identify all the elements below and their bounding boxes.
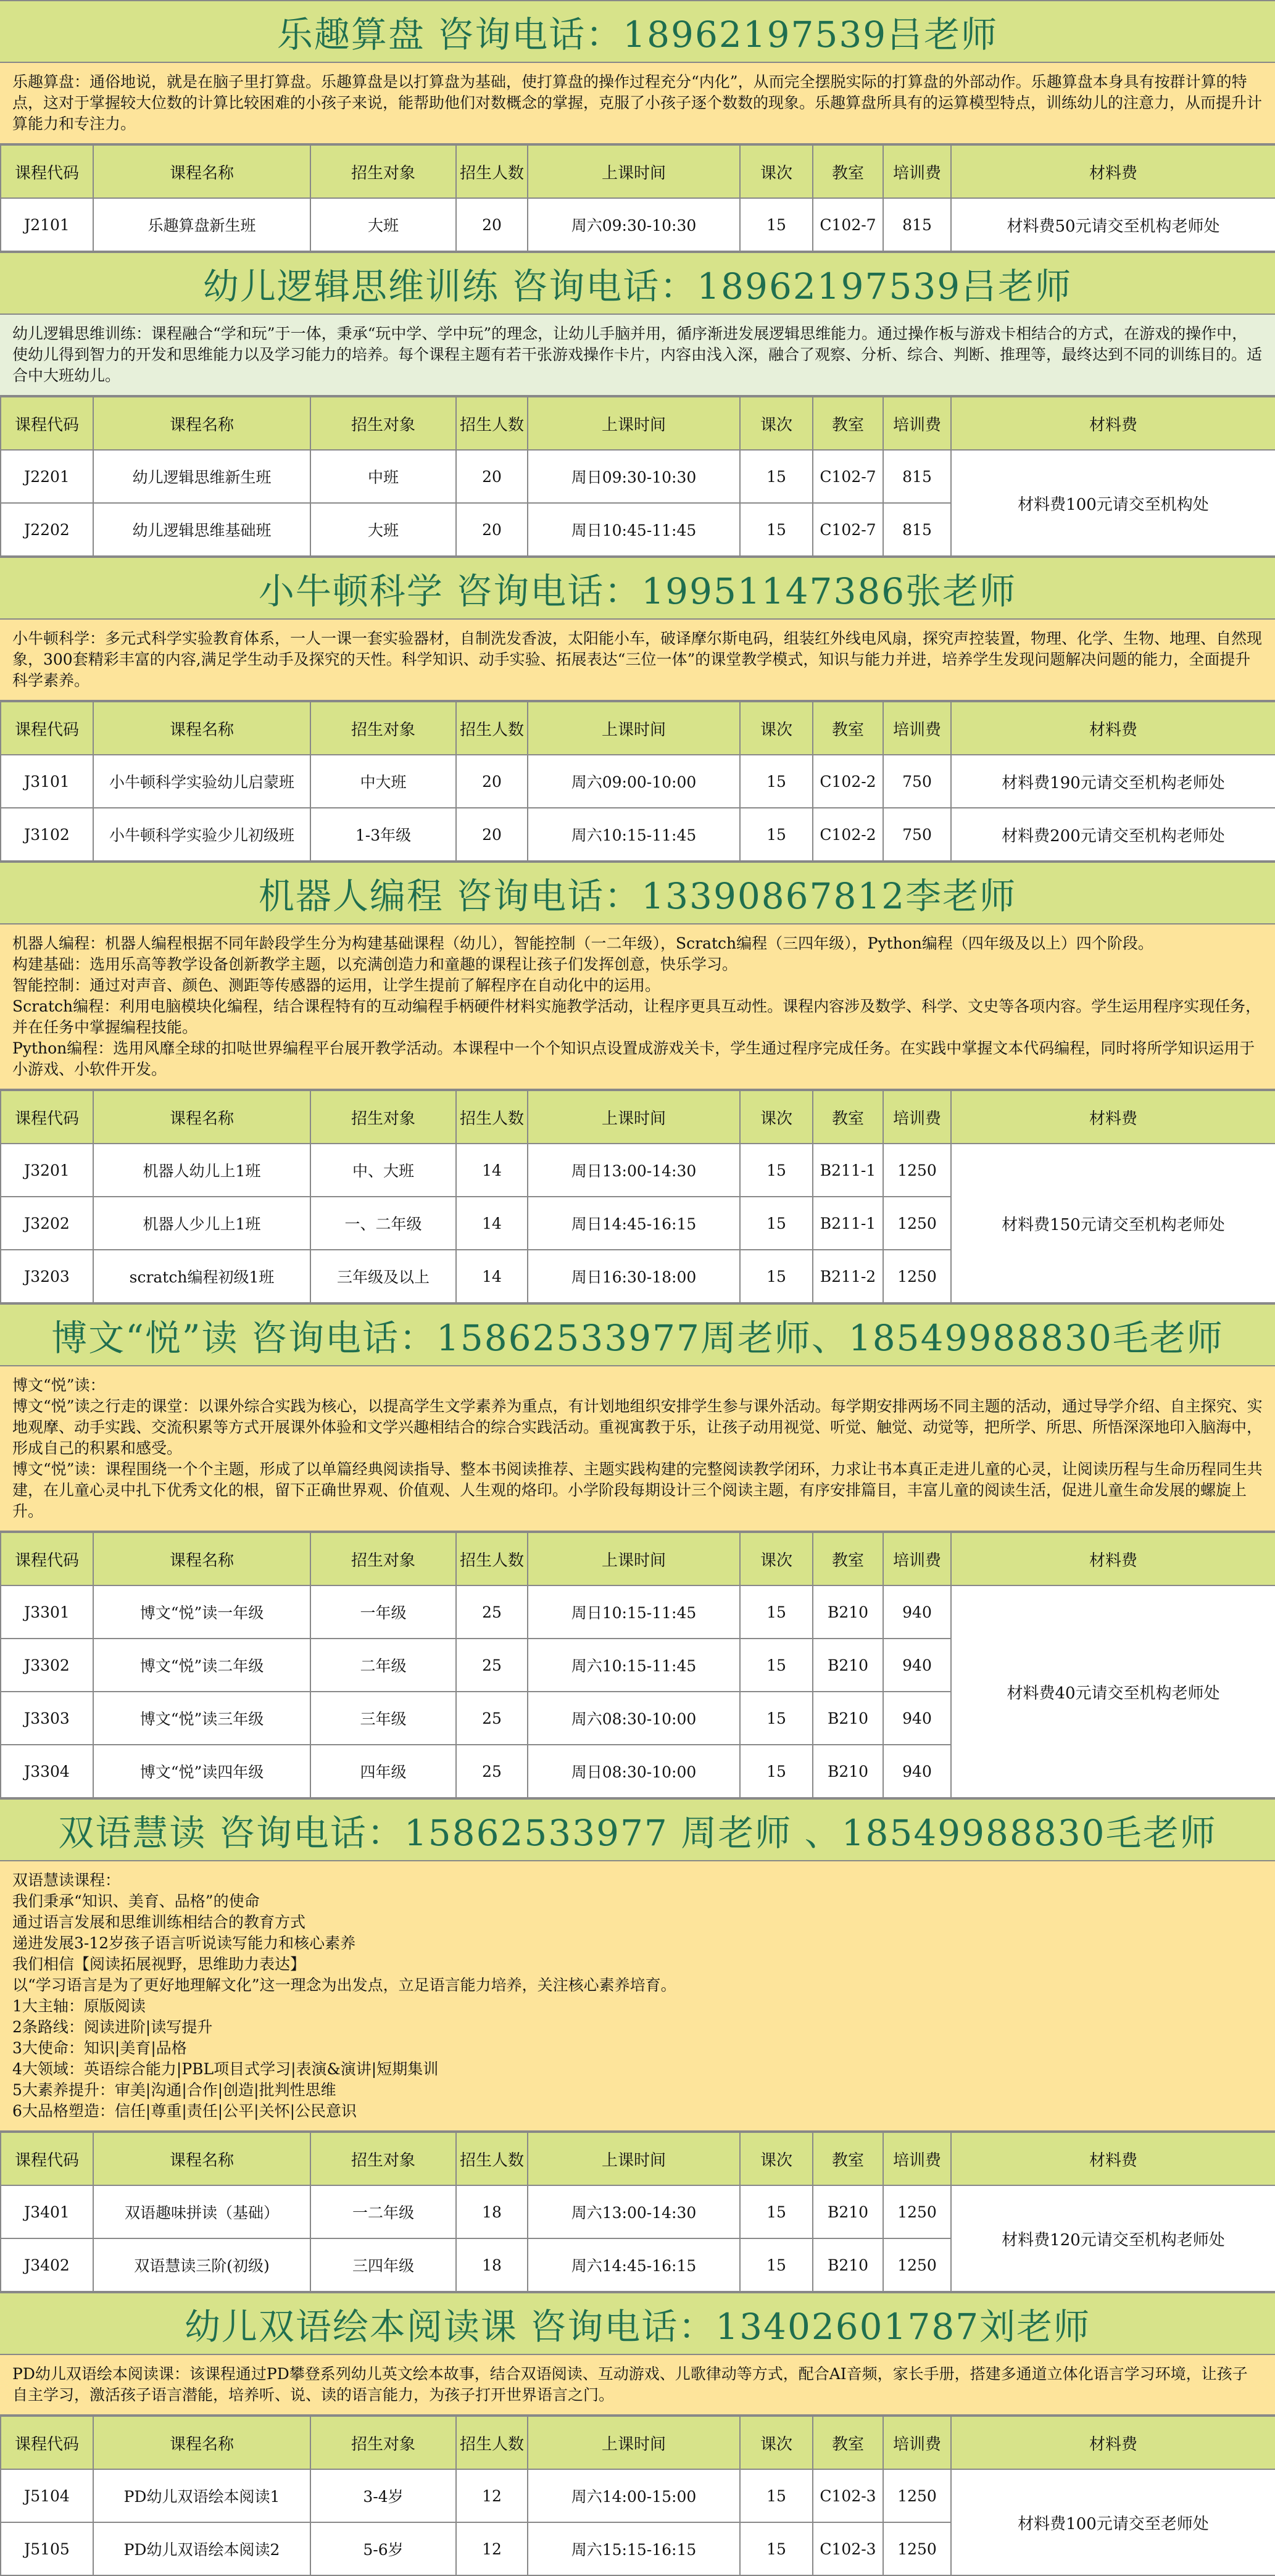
column-header: 课程名称 bbox=[93, 2132, 310, 2185]
section-description: 机器人编程：机器人编程根据不同年龄段学生分为构建基础课程（幼儿），智能控制（一二年级），Scratch编程（三四年级），Python编程（四年级及以上）四个阶段。 构建基础：选用乐高等教学设备创新教学主题，以充满创造力和童趣的课程让孩子们发挥创意，快乐学习。 智能控制：通过对声音、颜色、测距等传感器的运用，让学生提前了解程序在自动化中的运用。 Scratch编程：利用电脑模块化编程，结合课程特有的互动编程手柄硬件材料实施教学活动，让程序更具互动性。课程内容涉及数学、科学、文史等各项内容。学生运用程序实现任务，并在任务中掌握编程技能。 Python编程：选用风靡全球的扣哒世界编程平台展开教学活动。本课程中一个个知识点设置成游戏关卡，学生通过程序完成任务。在实践中掌握文本代码编程，同时将所学知识运用于小游戏、小软件开发。 bbox=[0, 924, 1275, 1090]
cell-name: 幼儿逻辑思维新生班 bbox=[93, 450, 310, 503]
column-header: 课次 bbox=[740, 2416, 813, 2469]
cell-name: PD幼儿双语绘本阅读2 bbox=[93, 2522, 310, 2575]
section-title: 小牛顿科学 咨询电话：19951147386张老师 bbox=[0, 557, 1275, 620]
column-header: 课程名称 bbox=[93, 145, 310, 198]
cell-target: 三四年级 bbox=[310, 2238, 456, 2291]
section-title: 幼儿逻辑思维训练 咨询电话：18962197539吕老师 bbox=[0, 252, 1275, 315]
section-title: 双语慧读 咨询电话：15862533977 周老师 、18549988830毛老师 bbox=[0, 1798, 1275, 1861]
table-header-row bbox=[1, 2416, 1275, 2469]
column-header: 培训费 bbox=[883, 2416, 951, 2469]
cell-time: 周日10:45-11:45 bbox=[528, 503, 740, 556]
cell-count: 14 bbox=[456, 1250, 528, 1303]
cell-room: C102-2 bbox=[813, 808, 883, 861]
table-row bbox=[1, 808, 1275, 861]
cell-material-fee: 材料费100元请交至老师处 bbox=[951, 2469, 1275, 2575]
column-header: 课程名称 bbox=[93, 1532, 310, 1585]
cell-sessions: 15 bbox=[740, 1144, 813, 1197]
cell-name: scratch编程初级1班 bbox=[93, 1250, 310, 1303]
cell-room: B210 bbox=[813, 1692, 883, 1745]
column-header: 招生人数 bbox=[456, 702, 528, 755]
cell-count: 20 bbox=[456, 503, 528, 556]
cell-time: 周六15:15-16:15 bbox=[528, 2522, 740, 2575]
cell-time: 周六09:30-10:30 bbox=[528, 198, 740, 251]
cell-time: 周六10:15-11:45 bbox=[528, 1639, 740, 1692]
cell-count: 25 bbox=[456, 1585, 528, 1639]
cell-target: 大班 bbox=[310, 503, 456, 556]
cell-material-fee: 材料费150元请交至机构老师处 bbox=[951, 1144, 1275, 1303]
cell-time: 周六10:15-11:45 bbox=[528, 808, 740, 861]
cell-code: J3402 bbox=[1, 2238, 93, 2291]
cell-fee: 1250 bbox=[883, 1144, 951, 1197]
column-header: 培训费 bbox=[883, 1091, 951, 1144]
cell-sessions: 15 bbox=[740, 198, 813, 251]
cell-code: J3202 bbox=[1, 1197, 93, 1250]
course-section bbox=[0, 0, 1275, 252]
cell-target: 大班 bbox=[310, 198, 456, 251]
column-header: 招生对象 bbox=[310, 397, 456, 450]
cell-fee: 1250 bbox=[883, 2185, 951, 2238]
course-section bbox=[0, 862, 1275, 1303]
cell-room: B211-1 bbox=[813, 1144, 883, 1197]
column-header: 教室 bbox=[813, 145, 883, 198]
section-description: 幼儿逻辑思维训练：课程融合“学和玩”于一体，秉承“玩中学、学中玩”的理念，让幼儿手脑并用，循序渐进发展逻辑思维能力。通过操作板与游戏卡相结合的方式，在游戏的操作中，使幼儿得到智力的开发和思维能力以及学习能力的培养。每个课程主题有若干张游戏操作卡片，内容由浅入深，融合了观察、分析、综合、判断、推理等，最终达到不同的训练目的。适合中大班幼儿。 bbox=[0, 315, 1275, 396]
column-header: 教室 bbox=[813, 2416, 883, 2469]
cell-fee: 815 bbox=[883, 198, 951, 251]
cell-room: C102-2 bbox=[813, 755, 883, 808]
column-header: 材料费 bbox=[951, 397, 1275, 450]
cell-fee: 815 bbox=[883, 450, 951, 503]
cell-sessions: 15 bbox=[740, 2238, 813, 2291]
cell-sessions: 15 bbox=[740, 2522, 813, 2575]
column-header: 课程名称 bbox=[93, 2416, 310, 2469]
cell-time: 周六14:45-16:15 bbox=[528, 2238, 740, 2291]
table-row bbox=[1, 755, 1275, 808]
cell-code: J3304 bbox=[1, 1745, 93, 1798]
column-header: 培训费 bbox=[883, 1532, 951, 1585]
column-header: 教室 bbox=[813, 1091, 883, 1144]
cell-target: 一年级 bbox=[310, 1585, 456, 1639]
course-section bbox=[0, 1798, 1275, 2292]
cell-name: 博文“悦”读一年级 bbox=[93, 1585, 310, 1639]
section-title: 博文“悦”读 咨询电话：15862533977周老师、18549988830毛老师 bbox=[0, 1303, 1275, 1366]
column-header: 招生对象 bbox=[310, 2416, 456, 2469]
section-description: 乐趣算盘：通俗地说，就是在脑子里打算盘。乐趣算盘是以打算盘为基础，使打算盘的操作过程充分“内化”，从而完全摆脱实际的打算盘的外部动作。乐趣算盘本身具有按群计算的特点，这对于掌握较大位数的计算比较困难的小孩子来说，能帮助他们对数概念的掌握，克服了小孩子逐个数数的现象。乐趣算盘所具有的运算模型特点，训练幼儿的注意力，从而提升计算能力和专注力。 bbox=[0, 63, 1275, 144]
cell-room: B210 bbox=[813, 1639, 883, 1692]
column-header: 教室 bbox=[813, 397, 883, 450]
cell-sessions: 15 bbox=[740, 808, 813, 861]
cell-code: J3401 bbox=[1, 2185, 93, 2238]
cell-room: C102-7 bbox=[813, 450, 883, 503]
cell-time: 周日16:30-18:00 bbox=[528, 1250, 740, 1303]
cell-code: J3201 bbox=[1, 1144, 93, 1197]
cell-fee: 750 bbox=[883, 755, 951, 808]
cell-target: 一二年级 bbox=[310, 2185, 456, 2238]
cell-fee: 940 bbox=[883, 1585, 951, 1639]
cell-target: 3-4岁 bbox=[310, 2469, 456, 2522]
cell-name: 博文“悦”读四年级 bbox=[93, 1745, 310, 1798]
cell-sessions: 15 bbox=[740, 755, 813, 808]
cell-code: J2202 bbox=[1, 503, 93, 556]
cell-name: 小牛顿科学实验幼儿启蒙班 bbox=[93, 755, 310, 808]
column-header: 上课时间 bbox=[528, 1091, 740, 1144]
cell-target: 三年级及以上 bbox=[310, 1250, 456, 1303]
cell-target: 一、二年级 bbox=[310, 1197, 456, 1250]
column-header: 培训费 bbox=[883, 397, 951, 450]
cell-sessions: 15 bbox=[740, 2469, 813, 2522]
column-header: 上课时间 bbox=[528, 145, 740, 198]
table-row bbox=[1, 198, 1275, 251]
column-header: 招生对象 bbox=[310, 702, 456, 755]
course-table bbox=[0, 1532, 1275, 1798]
cell-room: C102-7 bbox=[813, 198, 883, 251]
course-table bbox=[0, 396, 1275, 557]
cell-name: 双语趣味拼读（基础） bbox=[93, 2185, 310, 2238]
column-header: 招生对象 bbox=[310, 1091, 456, 1144]
cell-room: C102-3 bbox=[813, 2522, 883, 2575]
cell-time: 周六08:30-10:00 bbox=[528, 1692, 740, 1745]
cell-room: B210 bbox=[813, 2238, 883, 2291]
column-header: 课次 bbox=[740, 1091, 813, 1144]
table-header-row bbox=[1, 145, 1275, 198]
column-header: 课次 bbox=[740, 702, 813, 755]
course-section bbox=[0, 557, 1275, 862]
cell-fee: 940 bbox=[883, 1745, 951, 1798]
section-title: 机器人编程 咨询电话：13390867812李老师 bbox=[0, 862, 1275, 924]
cell-sessions: 15 bbox=[740, 1639, 813, 1692]
cell-count: 25 bbox=[456, 1639, 528, 1692]
cell-time: 周日13:00-14:30 bbox=[528, 1144, 740, 1197]
cell-code: J3203 bbox=[1, 1250, 93, 1303]
cell-sessions: 15 bbox=[740, 1197, 813, 1250]
column-header: 培训费 bbox=[883, 702, 951, 755]
column-header: 教室 bbox=[813, 702, 883, 755]
cell-code: J2101 bbox=[1, 198, 93, 251]
column-header: 课次 bbox=[740, 397, 813, 450]
table-header-row bbox=[1, 1532, 1275, 1585]
cell-time: 周六09:00-10:00 bbox=[528, 755, 740, 808]
table-row bbox=[1, 2185, 1275, 2238]
cell-target: 中、大班 bbox=[310, 1144, 456, 1197]
column-header: 课程代码 bbox=[1, 1532, 93, 1585]
cell-sessions: 15 bbox=[740, 1692, 813, 1745]
cell-code: J3302 bbox=[1, 1639, 93, 1692]
section-description: 博文“悦”读： 博文“悦”读之行走的课堂：以课外综合实践为核心，以提高学生文学素养为重点，有计划地组织安排学生参与课外活动。每学期安排两场不同主题的活动，通过导学介绍、自主探究、实地观摩、动手实践、交流积累等方式开展课外体验和文学兴趣相结合的综合实践活动。重视寓教于乐，让孩子动用视觉、听觉、触觉、动觉等，把所学、所思、所悟深深地印入脑海中，形成自己的积累和感受。 博文“悦”读：课程围绕一个个主题，形成了以单篇经典阅读指导、整本书阅读推荐、主题实践构建的完整阅读教学闭环，力求让书本真正走进儿童的心灵，让阅读历程与生命历程同生共建，在儿童心灵中扎下优秀文化的根，留下正确世界观、价值观、人生观的烙印。小学阶段每期设计三个阅读主题，有序安排篇目，丰富儿童的阅读生活，促进儿童生命发展的螺旋上升。 bbox=[0, 1366, 1275, 1532]
column-header: 课程代码 bbox=[1, 2416, 93, 2469]
column-header: 材料费 bbox=[951, 2132, 1275, 2185]
column-header: 课程代码 bbox=[1, 702, 93, 755]
cell-target: 三年级 bbox=[310, 1692, 456, 1745]
column-header: 材料费 bbox=[951, 1091, 1275, 1144]
column-header: 招生对象 bbox=[310, 1532, 456, 1585]
cell-name: 幼儿逻辑思维基础班 bbox=[93, 503, 310, 556]
cell-room: B210 bbox=[813, 1745, 883, 1798]
course-table bbox=[0, 1090, 1275, 1303]
column-header: 课程代码 bbox=[1, 1091, 93, 1144]
cell-count: 20 bbox=[456, 198, 528, 251]
cell-room: C102-7 bbox=[813, 503, 883, 556]
course-table bbox=[0, 2132, 1275, 2292]
cell-count: 18 bbox=[456, 2238, 528, 2291]
cell-count: 14 bbox=[456, 1144, 528, 1197]
cell-fee: 750 bbox=[883, 808, 951, 861]
section-description: 双语慧读课程： 我们秉承“知识、美育、品格”的使命 通过语言发展和思维训练相结合的教育方式 递进发展3-12岁孩子语言听说读写能力和核心素养 我们相信【阅读拓展视野，思维助力表达】 以“学习语言是为了更好地理解文化”这一理念为出发点，立足语言能力培养，关注核心素养培育。 1大主轴：原版阅读 2条路线：阅读进阶|读写提升 3大使命：知识|美育|品格 4大领域：英语综合能力|PBL项目式学习|表演&演讲|短期集训 5大素养提升：审美|沟通|合作|创造|批判性思维 6大品格塑造：信任|尊重|责任|公平|关怀|公民意识 bbox=[0, 1861, 1275, 2132]
cell-material-fee: 材料费50元请交至机构老师处 bbox=[951, 198, 1275, 251]
cell-name: PD幼儿双语绘本阅读1 bbox=[93, 2469, 310, 2522]
column-header: 教室 bbox=[813, 1532, 883, 1585]
column-header: 培训费 bbox=[883, 145, 951, 198]
cell-count: 25 bbox=[456, 1692, 528, 1745]
cell-room: B211-2 bbox=[813, 1250, 883, 1303]
cell-room: B210 bbox=[813, 1585, 883, 1639]
cell-fee: 940 bbox=[883, 1639, 951, 1692]
course-table bbox=[0, 701, 1275, 862]
cell-count: 20 bbox=[456, 808, 528, 861]
cell-code: J5105 bbox=[1, 2522, 93, 2575]
cell-fee: 1250 bbox=[883, 2522, 951, 2575]
cell-name: 小牛顿科学实验少儿初级班 bbox=[93, 808, 310, 861]
cell-fee: 1250 bbox=[883, 2469, 951, 2522]
section-description: 小牛顿科学：多元式科学实验教育体系，一人一课一套实验器材，自制洗发香波，太阳能小车，破译摩尔斯电码，组装红外线电风扇，探究声控装置，物理、化学、生物、地理、自然现象，300套精彩丰富的内容,满足学生动手及探究的天性。科学知识、动手实验、拓展表达“三位一体”的课堂教学模式，知识与能力并进，培养学生发现问题解决问题的能力，全面提升科学素养。 bbox=[0, 620, 1275, 701]
table-row bbox=[1, 1144, 1275, 1197]
cell-name: 机器人幼儿上1班 bbox=[93, 1144, 310, 1197]
cell-time: 周日14:45-16:15 bbox=[528, 1197, 740, 1250]
table-row bbox=[1, 450, 1275, 503]
cell-sessions: 15 bbox=[740, 1585, 813, 1639]
column-header: 招生人数 bbox=[456, 2416, 528, 2469]
section-title: 幼儿双语绘本阅读课 咨询电话：13402601787刘老师 bbox=[0, 2292, 1275, 2355]
cell-sessions: 15 bbox=[740, 2185, 813, 2238]
column-header: 上课时间 bbox=[528, 2132, 740, 2185]
cell-material-fee: 材料费40元请交至机构老师处 bbox=[951, 1585, 1275, 1798]
course-table bbox=[0, 144, 1275, 252]
cell-name: 乐趣算盘新生班 bbox=[93, 198, 310, 251]
column-header: 课次 bbox=[740, 2132, 813, 2185]
section-title: 乐趣算盘 咨询电话：18962197539吕老师 bbox=[0, 0, 1275, 63]
cell-count: 12 bbox=[456, 2469, 528, 2522]
column-header: 培训费 bbox=[883, 2132, 951, 2185]
column-header: 招生人数 bbox=[456, 397, 528, 450]
table-header-row bbox=[1, 702, 1275, 755]
cell-room: B211-1 bbox=[813, 1197, 883, 1250]
column-header: 材料费 bbox=[951, 1532, 1275, 1585]
cell-material-fee: 材料费190元请交至机构老师处 bbox=[951, 755, 1275, 808]
cell-name: 博文“悦”读二年级 bbox=[93, 1639, 310, 1692]
cell-count: 14 bbox=[456, 1197, 528, 1250]
column-header: 招生人数 bbox=[456, 1532, 528, 1585]
cell-count: 20 bbox=[456, 755, 528, 808]
course-section bbox=[0, 2292, 1275, 2576]
column-header: 课次 bbox=[740, 1532, 813, 1585]
cell-material-fee: 材料费120元请交至机构老师处 bbox=[951, 2185, 1275, 2291]
cell-material-fee: 材料费200元请交至机构老师处 bbox=[951, 808, 1275, 861]
column-header: 课程名称 bbox=[93, 702, 310, 755]
cell-code: J5104 bbox=[1, 2469, 93, 2522]
cell-room: C102-3 bbox=[813, 2469, 883, 2522]
column-header: 课程代码 bbox=[1, 145, 93, 198]
cell-fee: 1250 bbox=[883, 2238, 951, 2291]
cell-name: 博文“悦”读三年级 bbox=[93, 1692, 310, 1745]
cell-sessions: 15 bbox=[740, 450, 813, 503]
course-section bbox=[0, 1303, 1275, 1798]
cell-target: 1-3年级 bbox=[310, 808, 456, 861]
cell-sessions: 15 bbox=[740, 503, 813, 556]
cell-code: J3301 bbox=[1, 1585, 93, 1639]
cell-count: 12 bbox=[456, 2522, 528, 2575]
cell-sessions: 15 bbox=[740, 1745, 813, 1798]
column-header: 招生对象 bbox=[310, 145, 456, 198]
cell-time: 周日08:30-10:00 bbox=[528, 1745, 740, 1798]
column-header: 材料费 bbox=[951, 2416, 1275, 2469]
column-header: 课程名称 bbox=[93, 1091, 310, 1144]
cell-time: 周六13:00-14:30 bbox=[528, 2185, 740, 2238]
column-header: 招生人数 bbox=[456, 2132, 528, 2185]
column-header: 课程名称 bbox=[93, 397, 310, 450]
cell-code: J2201 bbox=[1, 450, 93, 503]
column-header: 材料费 bbox=[951, 145, 1275, 198]
table-row bbox=[1, 1585, 1275, 1639]
cell-fee: 1250 bbox=[883, 1197, 951, 1250]
cell-time: 周六14:00-15:00 bbox=[528, 2469, 740, 2522]
table-header-row bbox=[1, 1091, 1275, 1144]
cell-name: 机器人少儿上1班 bbox=[93, 1197, 310, 1250]
column-header: 招生人数 bbox=[456, 1091, 528, 1144]
cell-code: J3303 bbox=[1, 1692, 93, 1745]
cell-fee: 1250 bbox=[883, 1250, 951, 1303]
cell-count: 20 bbox=[456, 450, 528, 503]
cell-target: 二年级 bbox=[310, 1639, 456, 1692]
column-header: 上课时间 bbox=[528, 397, 740, 450]
cell-time: 周日10:15-11:45 bbox=[528, 1585, 740, 1639]
cell-target: 中班 bbox=[310, 450, 456, 503]
column-header: 招生人数 bbox=[456, 145, 528, 198]
column-header: 课次 bbox=[740, 145, 813, 198]
cell-target: 5-6岁 bbox=[310, 2522, 456, 2575]
cell-count: 18 bbox=[456, 2185, 528, 2238]
cell-target: 四年级 bbox=[310, 1745, 456, 1798]
cell-code: J3102 bbox=[1, 808, 93, 861]
column-header: 教室 bbox=[813, 2132, 883, 2185]
table-header-row bbox=[1, 2132, 1275, 2185]
cell-room: B210 bbox=[813, 2185, 883, 2238]
column-header: 材料费 bbox=[951, 702, 1275, 755]
cell-code: J3101 bbox=[1, 755, 93, 808]
column-header: 上课时间 bbox=[528, 702, 740, 755]
table-header-row bbox=[1, 397, 1275, 450]
cell-sessions: 15 bbox=[740, 1250, 813, 1303]
column-header: 上课时间 bbox=[528, 2416, 740, 2469]
course-section bbox=[0, 252, 1275, 557]
column-header: 招生对象 bbox=[310, 2132, 456, 2185]
course-table bbox=[0, 2416, 1275, 2576]
cell-fee: 940 bbox=[883, 1692, 951, 1745]
cell-target: 中大班 bbox=[310, 755, 456, 808]
table-row bbox=[1, 2469, 1275, 2522]
cell-name: 双语慧读三阶(初级) bbox=[93, 2238, 310, 2291]
column-header: 课程代码 bbox=[1, 2132, 93, 2185]
cell-material-fee: 材料费100元请交至机构处 bbox=[951, 450, 1275, 556]
cell-time: 周日09:30-10:30 bbox=[528, 450, 740, 503]
column-header: 上课时间 bbox=[528, 1532, 740, 1585]
section-description: PD幼儿双语绘本阅读课：该课程通过PD攀登系列幼儿英文绘本故事，结合双语阅读、互动游戏、儿歌律动等方式，配合AI音频，家长手册，搭建多通道立体化语言学习环境，让孩子自主学习，激活孩子语言潜能，培养听、说、读的语言能力，为孩子打开世界语言之门。 bbox=[0, 2355, 1275, 2416]
column-header: 课程代码 bbox=[1, 397, 93, 450]
cell-count: 25 bbox=[456, 1745, 528, 1798]
cell-fee: 815 bbox=[883, 503, 951, 556]
